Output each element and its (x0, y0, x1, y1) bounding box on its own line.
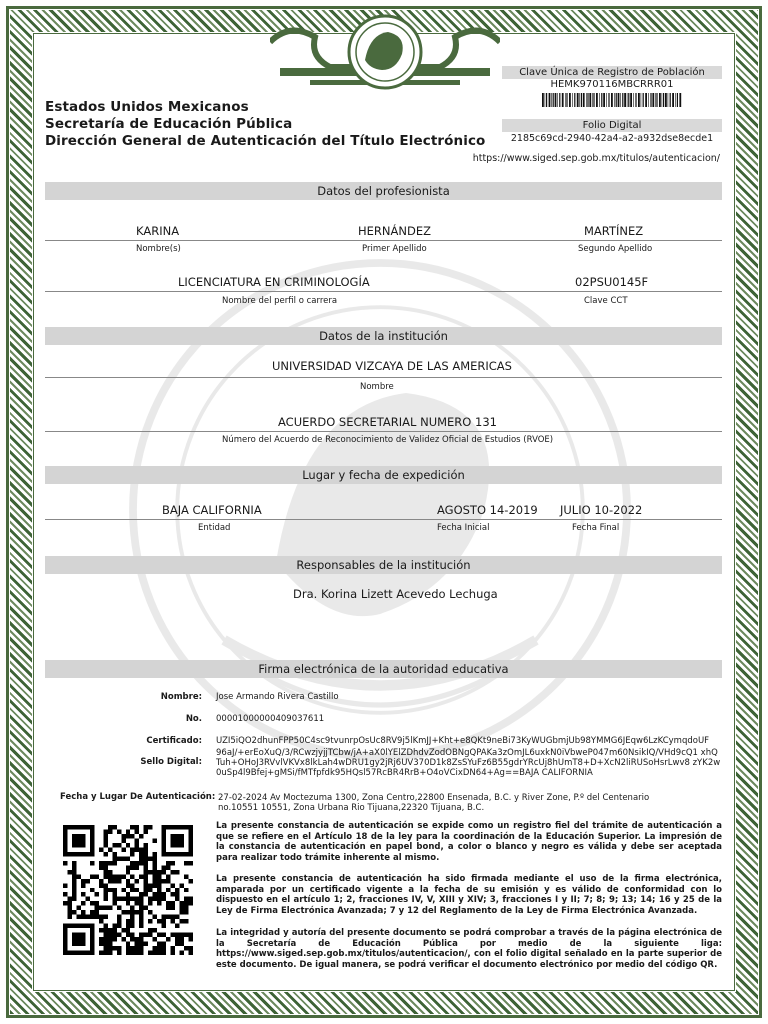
certificate-value: UZI5iQO2dhunFPP50C4sc9tvunrpOsUc8RV9j5lKmJJ+Kht+e8QKt9neBi73KyWUGbmjUb98YMMG6JEqw6LzKCymqdoUF (216, 736, 710, 746)
curp-value: HEMK970116MBCRRR01 (550, 79, 674, 90)
curp-label: Clave Única de Registro de Población (502, 66, 722, 79)
auth-date-place-value: 27-02-2024 Av Moctezuma 1300, Zona Centro,22800 Ensenada, B.C. y River Zone, P.º del Centenario no.10551 10551, Zona Urbana Rio Tijuana,22320 Tijuana, B.C. (218, 793, 650, 813)
section-issuance: Lugar y fecha de expedición (45, 466, 722, 484)
digital-seal-label: Sello Digital: (140, 757, 202, 767)
institution-name-value: UNIVERSIDAD VIZCAYA DE LAS AMERICAS (272, 359, 512, 373)
signer-number-label: No. (185, 714, 202, 724)
signer-name-label: Nombre: (160, 692, 202, 702)
barcode-icon (542, 93, 682, 107)
header-directorate: Dirección General de Autenticación del Título Electrónico (45, 133, 486, 149)
header-ministry: Secretaría de Educación Pública (45, 116, 293, 132)
divider (45, 519, 722, 520)
divider (45, 240, 722, 241)
second-surname-label: Segundo Apellido (578, 244, 653, 254)
section-institution: Datos de la institución (45, 327, 722, 345)
qr-code-icon[interactable] (63, 825, 193, 955)
mexican-coat-of-arms-icon (270, 12, 500, 96)
legal-paragraph-2: La presente constancia de autenticación ha sido firmada mediante el uso de la firma electrónica, amparada por un certificado vigente a la fecha de su emisión y es válido de conformidad con lo dispuesto en el artículo 1; 2, fracciones IV, V, XIII y XIV; 3, fracciones I y II; 7; 8; 9; 13; 14; 16 y 25 de la Ley de Firma Electrónica Avanzada; 7 y 12 del Reglamento de la Ley de Firma Electrónica Avanzada. (216, 874, 722, 916)
rvoe-value: ACUERDO SECRETARIAL NUMERO 131 (278, 415, 497, 429)
folio-label: Folio Digital (502, 119, 722, 132)
signer-name-value: Jose Armando Rivera Castillo (216, 692, 339, 702)
start-date-value: AGOSTO 14-2019 (437, 503, 538, 517)
digital-seal-value: 96aJ/+erEoXuQ/3/RCwzjyjjTCbw/jA+aX0lYElZDhdvZodOBNgQPAKa3zOmJL6uxkN0iVbweP047m60NsikIQ/VHd9cQ1 xhQTuh+OHoJ3RVvlVKVx8lkLah4wDRU1gy2jRj6UV370D1k8ZsSYuFz6B55gdrYRcUj8hUmT8+D+XcN2liRUSoHsrLwv8 zYK2w0uSp4l9Bfej+gMSi/fMTfpfdk95HQsl57RcBR4RrB+O4oVCixDN64+Ag==BAJA CALIFORNIA (216, 748, 721, 778)
career-value: LICENCIATURA EN CRIMINOLOGÍA (178, 275, 370, 289)
start-date-label: Fecha Inicial (437, 523, 490, 533)
first-surname-label: Primer Apellido (362, 244, 427, 254)
divider (45, 377, 722, 378)
first-name-label: Nombre(s) (136, 244, 181, 254)
first-name-value: KARINA (136, 224, 180, 238)
signer-number-value: 00001000000409037611 (216, 714, 325, 724)
end-date-value: JULIO 10-2022 (560, 503, 643, 517)
folio-value: 2185c69cd-2940-42a4-a2-a932dse8ecde1 (510, 133, 714, 144)
divider (45, 291, 722, 292)
entity-value: BAJA CALIFORNIA (162, 503, 262, 517)
cct-value: 02PSU0145F (575, 275, 649, 289)
auth-date-place-label: Fecha y Lugar De Autenticación: (60, 792, 216, 802)
header-country: Estados Unidos Mexicanos (45, 99, 249, 115)
section-professional: Datos del profesionista (45, 182, 722, 200)
divider (45, 431, 722, 432)
legal-paragraph-3: La integridad y autoría del presente documento se podrá comprobar a través de la página electrónica de la Secretaría de Educación Pública por medio de la siguiente liga: https://www.siged.sep.gob.mx/titulos/autenticacion/, con el folio digital señalado en la parte superior de este documento. De igual manera, se podrá verificar el documento electrónico por medio del código QR. (216, 928, 722, 970)
authentication-url[interactable]: https://www.siged.sep.gob.mx/titulos/autenticacion/ (472, 153, 720, 164)
legal-paragraph-1: La presente constancia de autenticación se expide como un registro fiel del trámite de autenticación a que se refiere en el Artículo 18 de la ley para la coordinación de la Educación Superior. La impresión de la constancia de autenticación en papel bond, a color o blanco y negro es válida y debe ser aceptada para realizar todo trámite inherente al mismo. (216, 821, 722, 863)
cct-label: Clave CCT (584, 296, 628, 306)
first-surname-value: HERNÁNDEZ (358, 224, 431, 238)
certificate-label: Certificado: (146, 736, 202, 746)
entity-label: Entidad (198, 523, 231, 533)
section-electronic-signature: Firma electrónica de la autoridad educativa (45, 660, 722, 678)
second-surname-value: MARTÍNEZ (584, 224, 644, 238)
rvoe-label: Número del Acuerdo de Reconocimiento de Validez Oficial de Estudios (RVOE) (222, 435, 554, 445)
institution-name-label: Nombre (360, 382, 394, 392)
end-date-label: Fecha Final (572, 523, 620, 533)
career-label: Nombre del perfil o carrera (222, 296, 338, 306)
responsible-name: Dra. Korina Lizett Acevedo Lechuga (293, 587, 498, 601)
section-responsibles: Responsables de la institución (45, 556, 722, 574)
